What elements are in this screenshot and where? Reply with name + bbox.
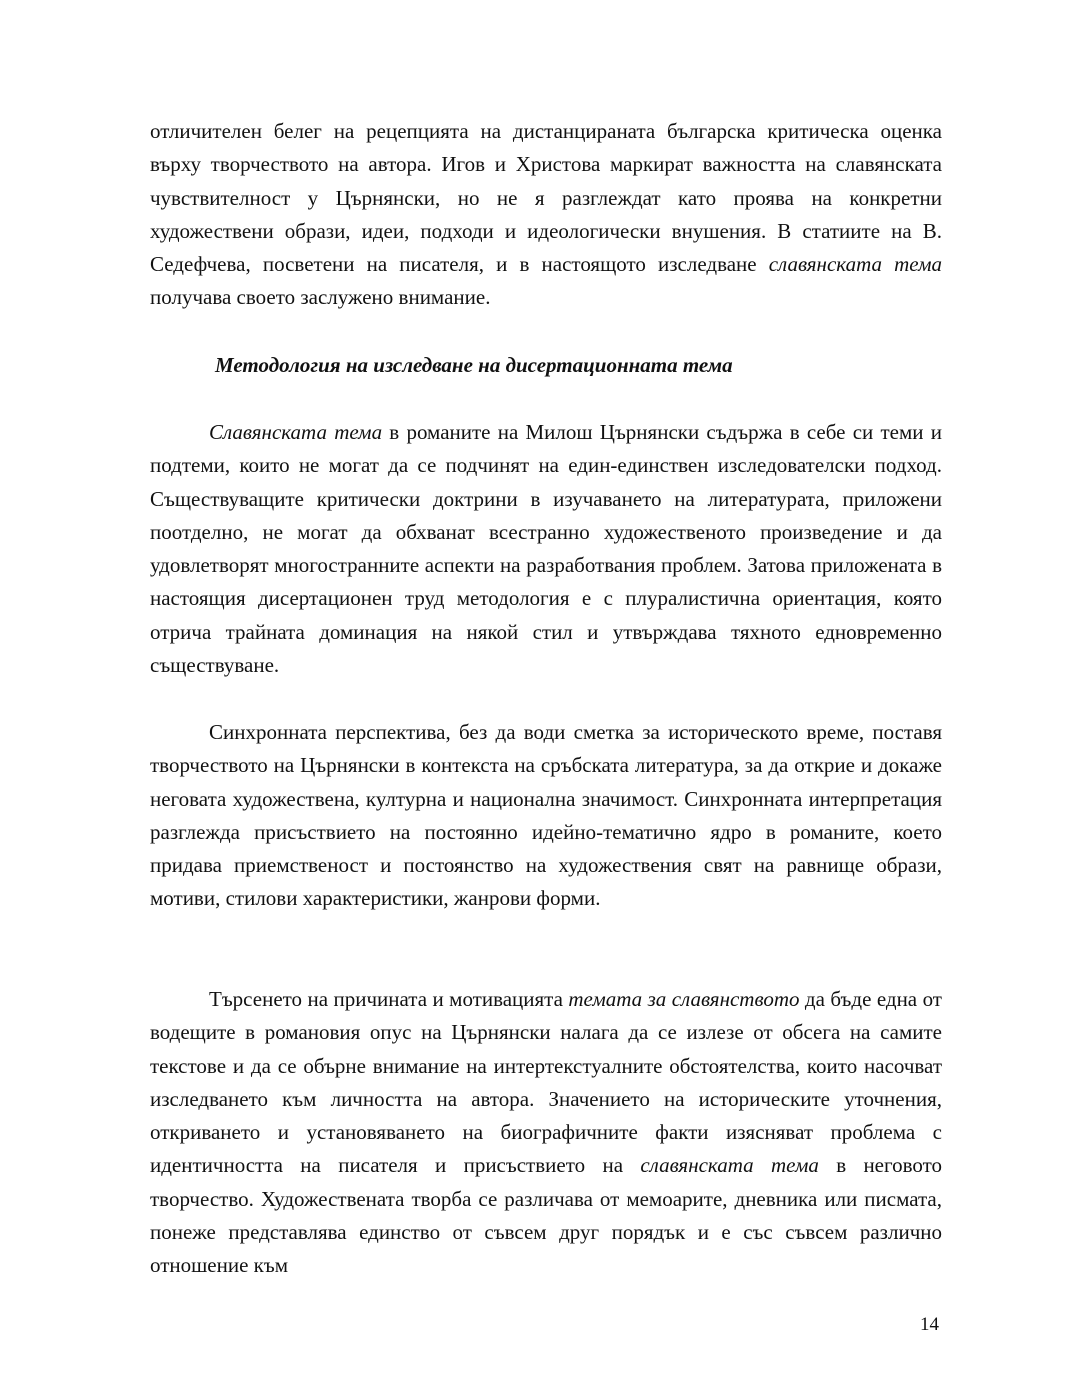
paragraph-2-body: в романите на Милош Църнянски съдържа в себе си теми и подтеми, които не могат да се подчинят на един-единствен изследователски подход. Съществуващите критически доктрини в изучаването на литературата, приложени поотделно, не могат да обхванат всестранно художественото произведение и да удовлетворят многостранните аспекти на разработвания проблем. Затова приложената в настоящия дисертационен труд методология е с плуралистична ориентация, която отрича трайната доминация на някой стил и утвърждава тяхното едновременно съществуване. [150, 420, 942, 678]
paragraph-1-text [150, 115, 942, 315]
section-heading: Методология на изследване на дисертационната тема [215, 353, 733, 377]
paragraph-1-text-b: получава своето заслужено внимание. [150, 285, 491, 310]
paragraph-1-emphasis: славянската тема [768, 252, 943, 277]
paragraph-4-text [150, 983, 942, 1283]
paragraph-2-text [150, 416, 942, 682]
paragraph-3 [150, 716, 942, 916]
page-number: 14 [920, 1314, 939, 1335]
paragraph-4 [150, 983, 942, 1283]
paragraph-4-text-c: в неговото творчество. Художествената творба се различава от мемоарите, дневника или писмата, понеже представлява единство от съвсем друг порядък и е със съвсем различно отношение към [150, 1153, 942, 1278]
paragraph-4-text-b: да бъде една от водещите в романовия опус на Църнянски налага да се излезе от обсега на самите текстове и да се обърне внимание на интертекстуалните обстоятелства, които насочват изследването към личността на автора. Значението на историческите уточнения, откриването и установяването на биографичните факти изясняват проблема с идентичността на писателя и присъствието на [150, 987, 942, 1178]
paragraph-1-text-a: отличителен белег на рецепцията на дистанцираната българска критическа оценка върху творчеството на автора. Игов и Христова маркират важността на славянската чувствителност у Църнянски, но не я разглеждат като проява на конкретни художествени образи, идеи, подходи и идеологически внушения. В статиите на В. Седефчева, посветени на писателя, и в настоящото изследване [150, 119, 942, 277]
paragraph-1 [150, 115, 942, 315]
paragraph-2 [150, 416, 942, 682]
paragraph-2-emphasis: Славянската тема [209, 420, 383, 444]
paragraph-3-text: Синхронната перспектива, без да води сметка за историческото време, поставя творчеството на Църнянски в контекста на сръбската литература, за да открие и докаже неговата художествена, културна и национална значимост. Синхронната интерпретация разглежда присъствието на постоянно идейно-тематично ядро в романите, което придава приемственост и постоянство на художествения свят на равнище образи, мотиви, стилови характеристики, жанрови форми. [150, 720, 942, 911]
paragraph-4-emphasis-a: темата за славянството [568, 987, 800, 1011]
paragraph-4-emphasis-b: славянската тема [640, 1153, 819, 1178]
paragraph-4-text-a: Търсенето на причината и мотивацията [209, 987, 569, 1011]
